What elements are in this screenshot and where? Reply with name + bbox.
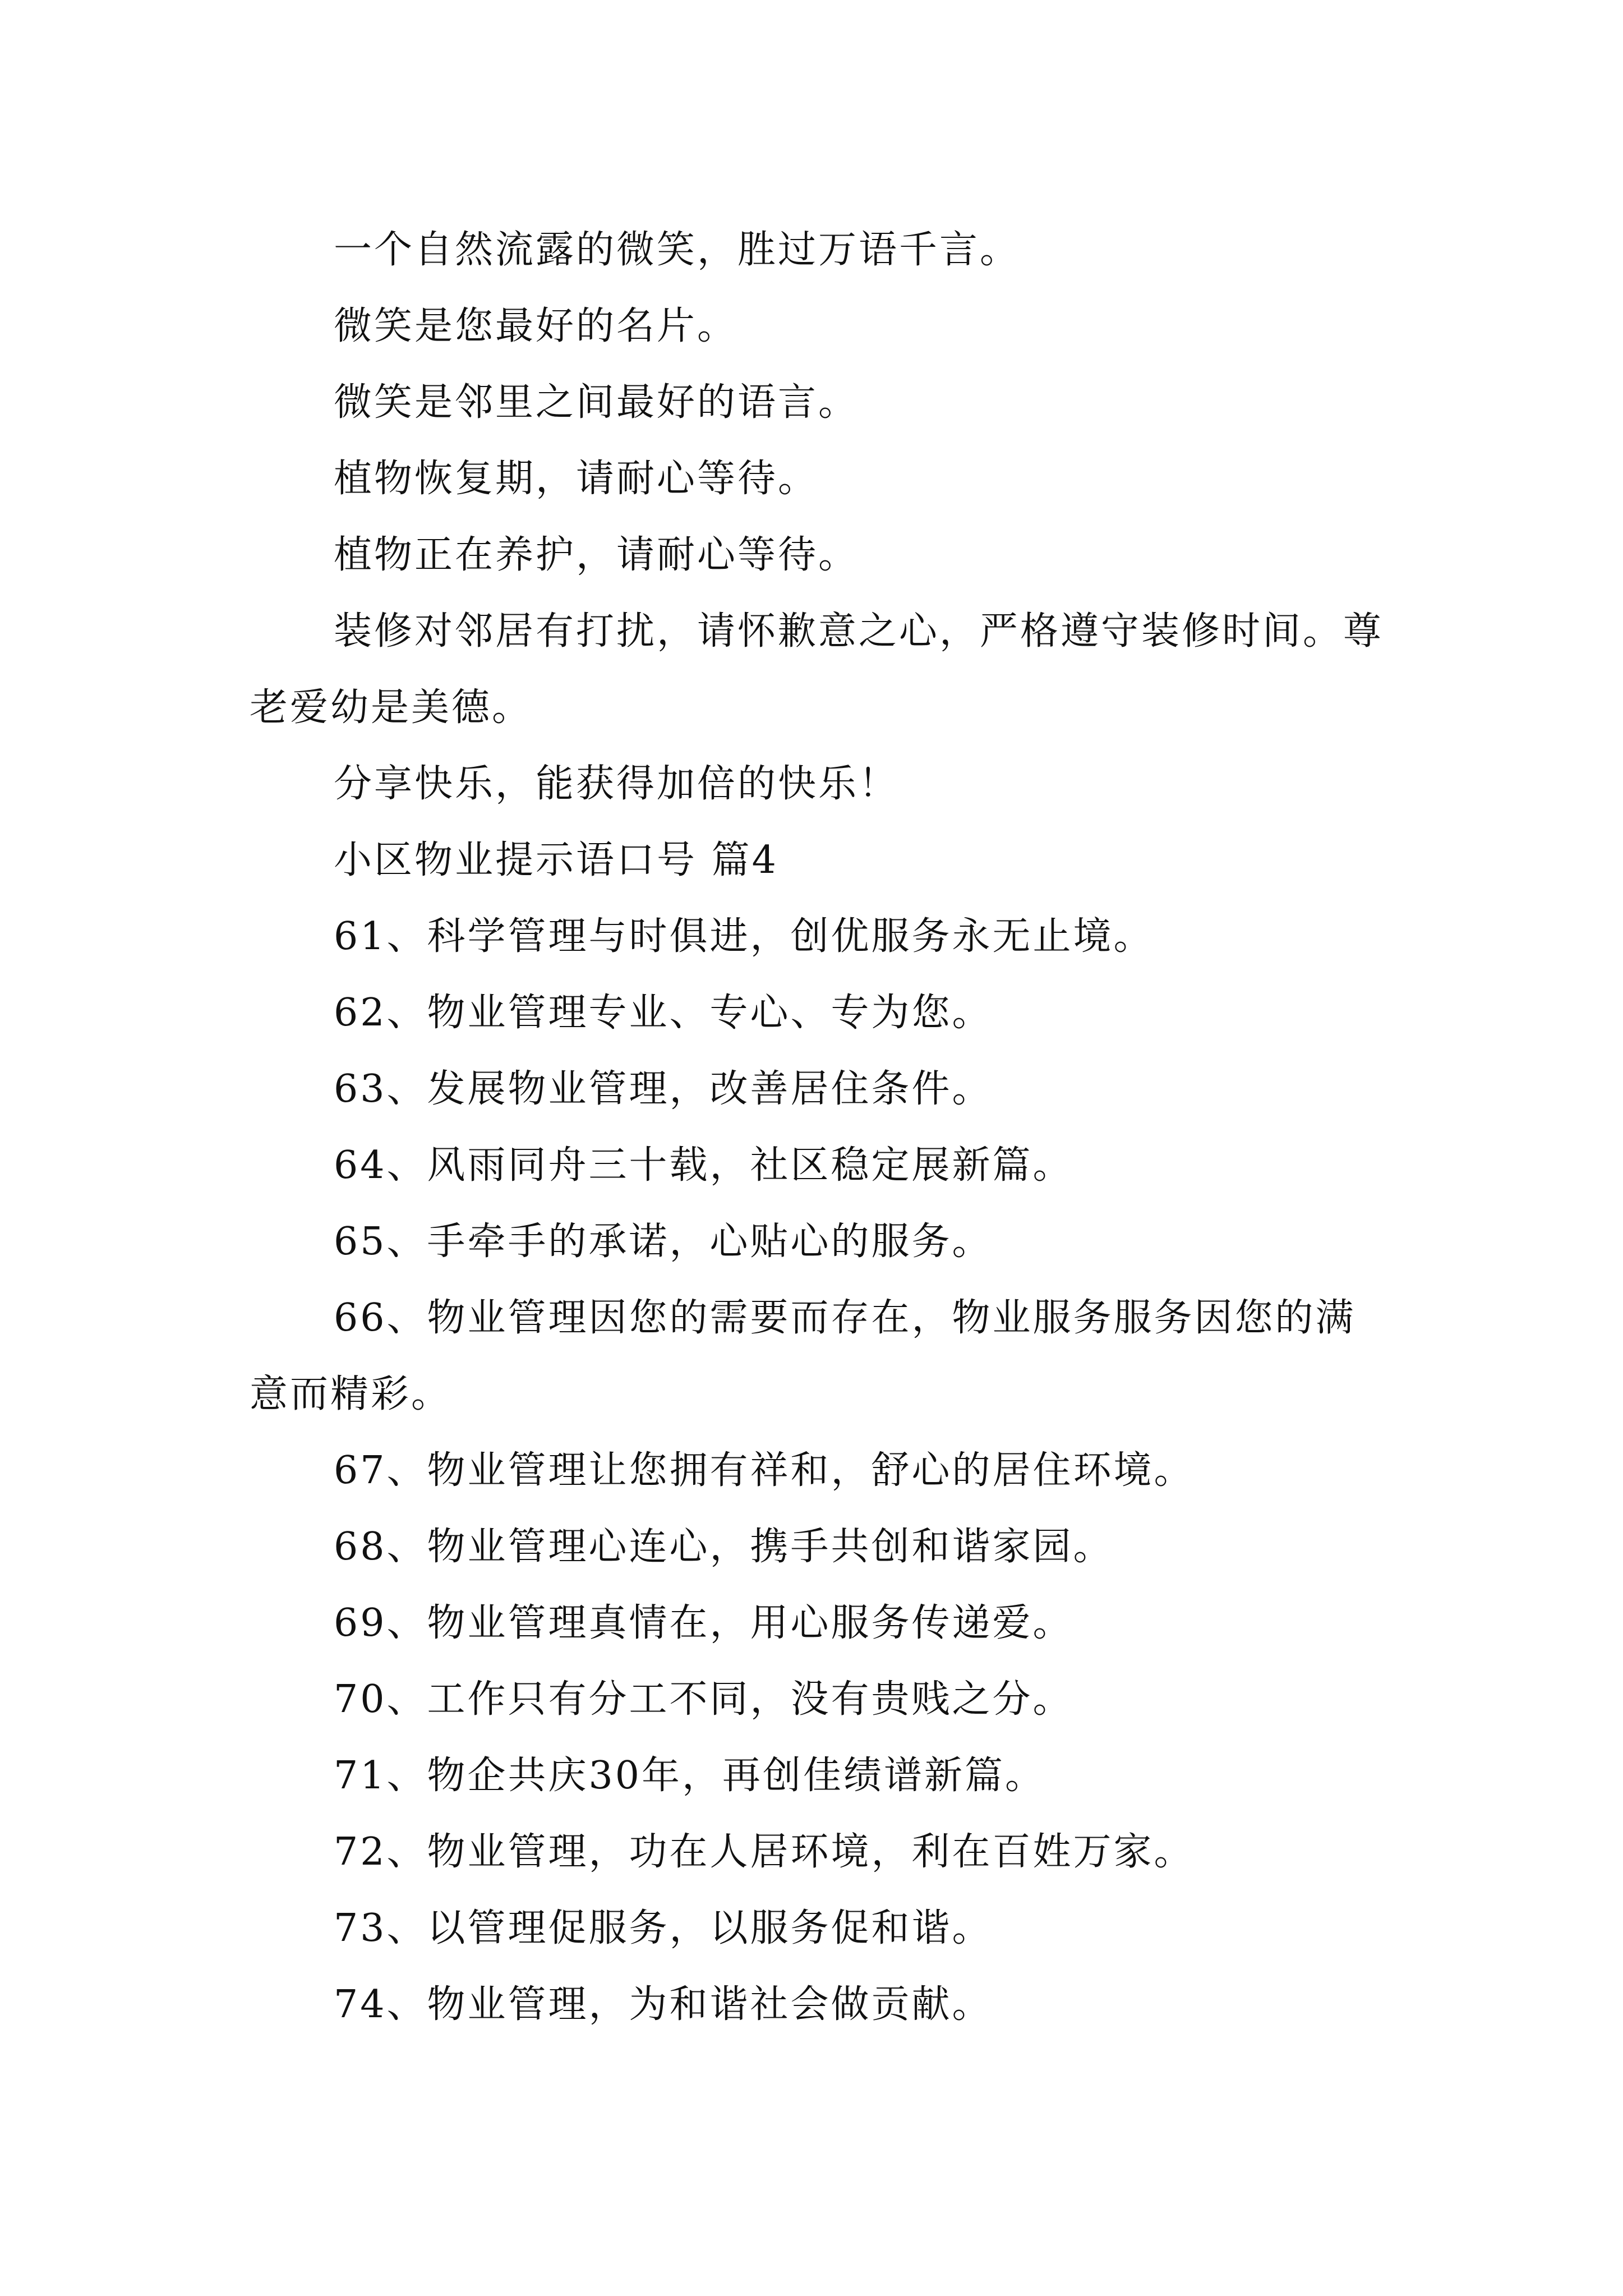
paragraph: 分享快乐，能获得加倍的快乐！	[334, 762, 900, 806]
list-item: 71、物企共庆30年，再创佳绩谱新篇。	[334, 1754, 1046, 1798]
paragraph: 植物正在养护，请耐心等待。	[334, 533, 859, 577]
list-item: 66、物业管理因您的需要而存在，物业服务服务因您的满意而精彩。	[250, 1296, 1356, 1416]
list-item: 70、工作只有分工不同，没有贵贱之分。	[334, 1677, 1073, 1722]
list-item: 63、发展物业管理，改善居住条件。	[334, 1067, 993, 1111]
list-item: 62、物业管理专业、专心、专为您。	[334, 991, 993, 1035]
paragraph: 装修对邻居有打扰，请怀歉意之心，严格遵守装修时间。尊老爱幼是美德。	[250, 609, 1384, 730]
list-item: 64、风雨同舟三十载，社区稳定展新篇。	[334, 1143, 1073, 1188]
paragraph: 微笑是您最好的名片。	[334, 304, 738, 348]
paragraph: 一个自然流露的微笑，胜过万语千言。	[334, 228, 1021, 272]
list-item: 65、手牵手的承诺，心贴心的服务。	[334, 1220, 993, 1264]
list-item: 72、物业管理，功在人居环境，利在百姓万家。	[334, 1830, 1195, 1874]
document-body	[250, 212, 1394, 2043]
list-item: 73、以管理促服务，以服务促和谐。	[334, 1906, 993, 1950]
paragraph: 微笑是邻里之间最好的语言。	[334, 380, 859, 425]
list-item: 67、物业管理让您拥有祥和，舒心的居住环境。	[334, 1448, 1195, 1493]
section-heading: 小区物业提示语口号 篇4	[334, 838, 778, 882]
list-item: 69、物业管理真情在，用心服务传递爱。	[334, 1601, 1073, 1645]
list-item: 61、科学管理与时俱进，创优服务永无止境。	[334, 914, 1154, 959]
paragraph: 植物恢复期，请耐心等待。	[334, 457, 819, 501]
list-item: 74、物业管理，为和谐社会做贡献。	[334, 1982, 993, 2027]
list-item: 68、物业管理心连心，携手共创和谐家园。	[334, 1525, 1114, 1569]
